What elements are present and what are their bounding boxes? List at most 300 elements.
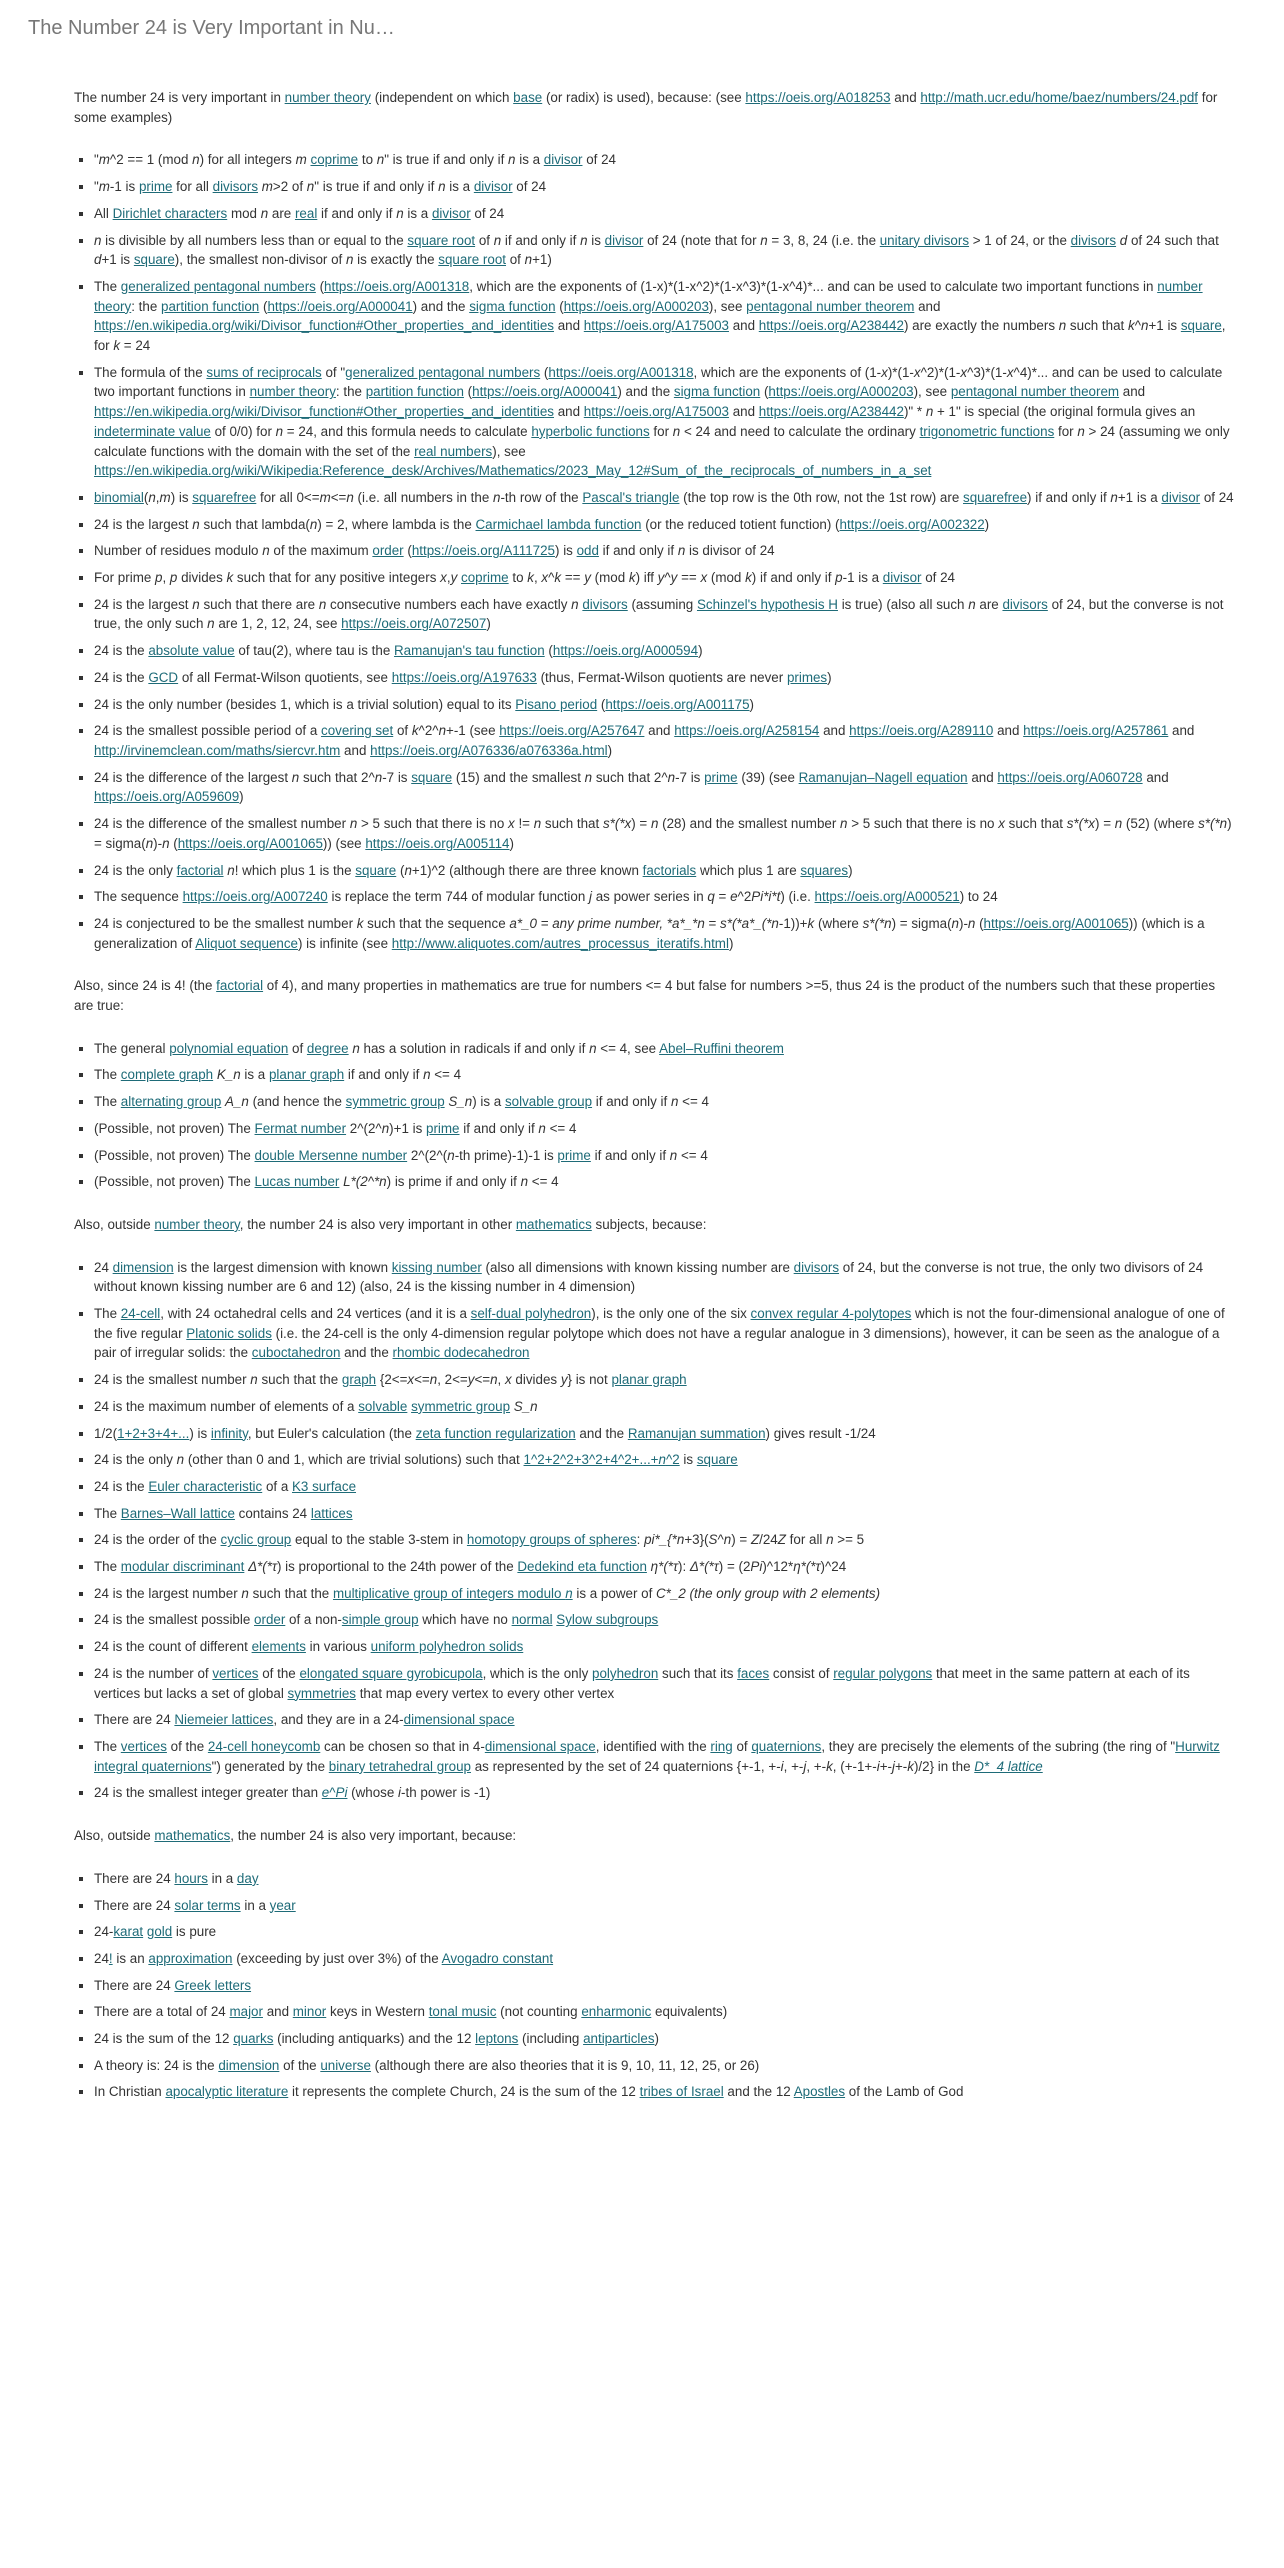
italic-text: i — [780, 1758, 784, 1774]
italic-text: n — [429, 1372, 438, 1388]
italic-text: s*(*x — [1066, 816, 1096, 832]
italic-text: Δ*(*τ — [248, 1559, 277, 1575]
text-link[interactable]: regular polygons — [833, 1665, 933, 1681]
italic-text: n — [670, 1094, 679, 1110]
text-link[interactable]: https://oeis.org/A258154 — [674, 723, 820, 739]
text-link[interactable]: Ramanujan's tau function — [394, 643, 545, 659]
italic-text: m — [159, 489, 171, 505]
list-item: ▪ 24 is the smallest integer greater than e^Pi (whose i-th power is -1) — [94, 1783, 1234, 1803]
text-link[interactable]: quarks — [233, 2031, 274, 2047]
text-link[interactable]: real numbers — [414, 443, 493, 459]
text-link[interactable]: factorial — [176, 862, 224, 878]
italic-text: n — [396, 205, 404, 221]
italic-text: S — [708, 1532, 718, 1548]
italic-text: x — [881, 364, 888, 380]
text-link[interactable]: Ramanujan summation — [627, 1425, 766, 1441]
italic-text: n — [309, 516, 318, 532]
italic-text: n — [677, 543, 686, 559]
text-link[interactable]: dimension — [218, 2057, 280, 2073]
text-link[interactable]: mathematics — [154, 1828, 231, 1844]
text-link[interactable]: covering set — [321, 723, 394, 739]
text-link[interactable]: dimensional space — [403, 1712, 515, 1728]
text-link[interactable]: base — [513, 90, 543, 105]
list-item: ▪ 24 is the largest n such that there are n consecutive numbers each have exactly n divisors (assuming Schinzel's hypothesis H is true) (also all such n are divisors of 24, but the converse is not true, the only such n are 1, 2, 12, 24, see https://oeis.org/A072507) — [94, 595, 1234, 634]
text-link[interactable]: generalized pentagonal numbers — [345, 364, 541, 380]
text-link[interactable]: real — [294, 205, 318, 221]
italic-text: n — [345, 252, 354, 268]
italic-text: n — [1077, 423, 1085, 439]
italic-text: i — [398, 1785, 402, 1801]
italic-text[interactable]: n — [565, 1585, 573, 1601]
text-link[interactable]: elements — [251, 1639, 306, 1655]
text-link[interactable]: apocalyptic literature — [165, 2084, 289, 2100]
property-list — [74, 1869, 1234, 2102]
text-link[interactable]: coprime — [461, 570, 509, 586]
text-link[interactable]: http://math.ucr.edu/home/baez/numbers/24.pdf — [920, 90, 1199, 105]
italic-text: a*_0 = any prime number, *a*_*n — [509, 915, 705, 931]
italic-text: n — [1141, 318, 1149, 334]
italic-text: k — [356, 915, 364, 931]
text-link[interactable]: binary tetrahedral group — [328, 1758, 471, 1774]
text-link[interactable]: divisors — [1070, 232, 1117, 248]
text-link[interactable]: hyperbolic functions — [531, 423, 650, 439]
list-item: ▪ 24 is the count of different elements in various uniform polyhedron solids — [94, 1637, 1234, 1657]
text-link[interactable]: faces — [737, 1665, 770, 1681]
text-link[interactable]: coprime — [310, 152, 359, 168]
text-link[interactable]: https://oeis.org/A001318 — [324, 278, 470, 294]
text-link[interactable]: Ramanujan–Nagell equation — [798, 769, 968, 785]
text-link[interactable]: Pisano period — [515, 696, 598, 712]
text-link[interactable]: 24-cell — [120, 1306, 161, 1322]
italic-text: q — [707, 889, 715, 905]
text-link[interactable]: 24-cell honeycomb — [207, 1739, 321, 1754]
text-link[interactable]: polyhedron — [592, 1665, 659, 1681]
text-link[interactable]: sigma function — [469, 298, 556, 314]
italic-text[interactable]: e — [321, 1785, 330, 1801]
italic-text: n — [404, 862, 412, 878]
italic-text: S_n — [448, 1094, 473, 1110]
text-link[interactable]: sigma function — [673, 384, 761, 400]
text-link[interactable]: http://www.aliquotes.com/autres_processus_iteratifs.html — [391, 935, 729, 951]
text-link[interactable]: modular discriminant — [120, 1559, 245, 1575]
italic-text: n — [490, 1372, 498, 1388]
text-link[interactable]: partition function — [161, 298, 260, 314]
text-link[interactable]: mathematics — [515, 1216, 592, 1232]
text-link[interactable]: divisors — [793, 1259, 840, 1275]
italic-text: η*(*τ — [650, 1559, 678, 1575]
text-link[interactable]: divisor — [882, 570, 922, 586]
text-link[interactable]: prime — [138, 179, 173, 195]
italic-text[interactable]: n — [658, 1452, 666, 1468]
italic-text: x — [508, 816, 515, 832]
italic-text: k — [745, 570, 752, 586]
text-link[interactable]: square — [696, 1452, 738, 1468]
italic-text: n — [672, 423, 681, 439]
text-link[interactable]: tonal music — [428, 2004, 497, 2020]
text-link[interactable]: e^Pi — [321, 1785, 348, 1801]
text-link[interactable]: Euler characteristic — [148, 1478, 263, 1494]
italic-text: n — [1110, 489, 1118, 505]
paragraph: Also, outside number theory, the number 24 is also very important in other mathematics subjects, because: — [74, 1216, 707, 1232]
list-item: ▪ 24 is the difference of the smallest number n > 5 such that there is no x != n such that s*(*x) = n (28) and the smallest number n > 5 such that there is no x such that s*(*x) = n (52) (where s*(*n) = sigma(n)-n (https://oeis.org/A001065)) (see https://oeis.org/A005114) — [94, 814, 1234, 853]
text-link[interactable]: self-dual polyhedron — [470, 1306, 592, 1322]
list-item: ▪ There are 24 solar terms in a year — [94, 1896, 1234, 1916]
text-link[interactable]: http://irvinemclean.com/maths/siercvr.htm — [94, 742, 341, 758]
list-item: ▪ A theory is: 24 is the dimension of the universe (although there are also theories that it is 9, 10, 11, 12, 25, or 26) — [94, 2056, 1234, 2076]
text-link[interactable]: unitary divisors — [879, 232, 970, 248]
italic-text: y — [670, 570, 678, 586]
italic-text: k — [826, 1758, 833, 1774]
text-link[interactable]: Dirichlet characters — [112, 205, 228, 221]
text-link[interactable]: infinity — [210, 1425, 248, 1441]
italic-text: n — [508, 152, 516, 168]
text-link[interactable]: https://oeis.org/A001318 — [548, 364, 694, 380]
text-link[interactable]: symmetric group — [345, 1094, 445, 1110]
italic-text: n — [374, 769, 383, 785]
italic-text: n — [423, 1067, 431, 1083]
text-link[interactable]: square — [355, 862, 397, 878]
text-link[interactable]: Sylow subgroups — [556, 1612, 659, 1628]
text-link[interactable]: ! — [108, 1950, 113, 1966]
list-item: ▪ 24 is the smallest possible order of a non-simple group which have no normal Sylow subgroups — [94, 1610, 1234, 1630]
text-link[interactable]: https://oeis.org/A076336/a076336a.html — [370, 742, 608, 758]
italic-text: n — [925, 404, 934, 420]
text-link[interactable]: squares — [800, 862, 849, 878]
list-item: ▪ (Possible, not proven) The double Mersenne number 2^(2^(n-th prime)-1)-1 is prime if and only if n <= 4 — [94, 1146, 1234, 1166]
italic-text: k — [907, 1758, 914, 1774]
text-link[interactable]: normal — [511, 1612, 553, 1628]
list-item: ▪ There are 24 Greek letters — [94, 1976, 1234, 1996]
italic-text: n — [192, 596, 200, 612]
text-link[interactable]: divisors — [212, 179, 259, 195]
italic-text: x — [440, 570, 447, 586]
italic-text: x — [541, 570, 549, 586]
text-link[interactable]: odd — [576, 543, 599, 559]
italic-text: x — [700, 570, 708, 586]
text-link[interactable]: partition function — [365, 384, 464, 400]
text-link[interactable]: prime — [557, 1147, 591, 1163]
italic-text: L*(2^*n — [343, 1174, 387, 1190]
text-link[interactable]: primes — [786, 669, 828, 685]
text-link[interactable]: ring — [710, 1739, 733, 1754]
italic-text: n — [538, 1120, 546, 1136]
italic-text: p — [155, 570, 163, 586]
italic-text: k — [554, 570, 562, 586]
text-link[interactable]: https://oeis.org/A007240 — [182, 889, 328, 905]
text-link[interactable]: quaternions — [751, 1739, 822, 1754]
italic-text: n — [840, 816, 848, 832]
list-item: ▪ 24-karat gold is pure — [94, 1922, 1234, 1942]
italic-text: m — [261, 179, 273, 195]
text-link[interactable]: https://oeis.org/A005114 — [365, 835, 510, 851]
text-link[interactable]: divisor — [431, 205, 471, 221]
text-link[interactable]: solvable — [358, 1398, 408, 1414]
text-link[interactable]: zeta function regularization — [415, 1425, 576, 1441]
text-link[interactable]: pentagonal number theorem — [950, 384, 1120, 400]
italic-text: k — [226, 570, 234, 586]
text-link[interactable]: solar terms — [174, 1897, 241, 1913]
text-link[interactable]: Barnes–Wall lattice — [120, 1505, 235, 1521]
text-link[interactable]: number theory — [154, 1216, 240, 1232]
text-link[interactable]: cuboctahedron — [251, 1345, 341, 1361]
text-link[interactable]: Abel–Ruffini theorem — [659, 1040, 784, 1056]
text-link[interactable]: homotopy groups of spheres — [466, 1532, 637, 1548]
text-link[interactable]: https://oeis.org/A072507 — [341, 616, 487, 632]
italic-text: s*(*n — [862, 915, 892, 931]
text-link[interactable]: approximation — [148, 1950, 233, 1966]
italic-text: n — [533, 816, 542, 832]
text-link[interactable]: Platonic solids — [186, 1325, 272, 1341]
list-item: ▪ 24 is the number of vertices of the elongated square gyrobicupola, which is the only polyhedron such that its faces consist of regular polygons that meet in the same pattern at each of its vertices but lacks a set of global symmetries that map every vertex to every other vertex — [94, 1664, 1234, 1703]
text-link[interactable]: K3 surface — [292, 1478, 357, 1494]
italic-text: n — [291, 769, 300, 785]
text-link[interactable]: https://oeis.org/A000041 — [267, 298, 413, 314]
text-link[interactable]: leptons — [475, 2031, 519, 2047]
text-link[interactable]: https://oeis.org/A289110 — [849, 723, 994, 739]
text-link[interactable]: divisor — [1161, 489, 1201, 505]
text-link[interactable]: squarefree — [963, 489, 1028, 505]
text-link[interactable]: sums of reciprocals — [206, 364, 322, 380]
italic-text: n — [145, 835, 154, 851]
italic-text: A_n — [225, 1094, 249, 1110]
text-link[interactable]: factorial — [216, 978, 264, 994]
text-link[interactable]: https://oeis.org/A257647 — [499, 723, 645, 739]
text-link[interactable]: https://oeis.org/A238442 — [758, 404, 904, 420]
text-link[interactable]: antiparticles — [583, 2031, 655, 2047]
text-link[interactable]: https://en.wikipedia.org/wiki/Divisor_function#Other_properties_and_identities — [94, 404, 554, 420]
text-link[interactable]: https://oeis.org/A175003 — [583, 404, 729, 420]
list-item: ▪ There are a total of 24 major and minor keys in Western tonal music (not counting enharmonic equivalents) — [94, 2002, 1234, 2022]
text-link[interactable]: number theory — [94, 278, 1203, 314]
text-link[interactable]: planar graph — [268, 1067, 345, 1083]
text-link[interactable]: square root — [407, 232, 476, 248]
text-link[interactable]: absolute value — [148, 643, 235, 659]
italic-text: n — [580, 232, 588, 248]
text-link[interactable]: divisors — [1002, 596, 1048, 612]
italic-text: k — [1128, 318, 1135, 334]
text-link[interactable]: Pascal's triangle — [582, 489, 680, 505]
text-link[interactable]: https://oeis.org/A000041 — [472, 384, 618, 400]
italic-text: n — [148, 489, 156, 505]
text-link[interactable]: Aliquot sequence — [195, 935, 298, 951]
text-link[interactable]: lattices — [310, 1505, 353, 1521]
text-link[interactable]: polynomial equation — [169, 1040, 289, 1056]
italic-text: n — [669, 1147, 678, 1163]
text-link[interactable]: https://en.wikipedia.org/wiki/Wikipedia:Reference_desk/Archives/Mathematics/2023_May_12#Sum_of_the_reciprocals_of_numbers_in_a_set — [94, 463, 932, 479]
italic-text: n — [760, 232, 768, 248]
text-link[interactable]: day — [236, 1870, 259, 1886]
text-link[interactable]: degree — [306, 1040, 349, 1056]
list-item: ▪ The 24-cell, with 24 octahedral cells and 24 vertices (and it is a self-dual polyhedron), is the only one of the six convex regular 4-polytopes which is not the four-dimensional analogue of one of the five regular Platonic solids (i.e. the 24-cell is the only 4-dimension regular polytope which does not have a regular analogue in 3 dimensions), however, it can be seen as the analogue of a pair of irregular solids: the cuboctahedron and the rhombic dodecahedron — [94, 1304, 1234, 1363]
text-link[interactable]: Avogadro constant — [441, 1950, 554, 1966]
italic-text: k — [807, 915, 815, 931]
italic-text: d — [1119, 232, 1128, 248]
text-link[interactable]: multiplicative group of integers modulo n — [332, 1585, 573, 1601]
text-link[interactable]: dimensional space — [484, 1739, 596, 1754]
text-link[interactable]: tribes of Israel — [639, 2084, 724, 2100]
text-link[interactable]: https://oeis.org/A060728 — [997, 769, 1143, 785]
italic-text: s*(*x — [602, 816, 632, 832]
text-link[interactable]: https://oeis.org/A197633 — [391, 669, 537, 685]
text-link[interactable]: graph — [341, 1372, 377, 1388]
text-link[interactable]: rhombic dodecahedron — [392, 1345, 530, 1361]
text-link[interactable] — [974, 1759, 1042, 1774]
italic-text: m — [98, 152, 110, 168]
text-link[interactable]: vertices — [212, 1665, 259, 1681]
italic-text: n — [176, 1452, 185, 1468]
text-link[interactable]: 1^2+2^2+3^2+4^2+...+n^2 — [523, 1452, 680, 1468]
text-link[interactable]: square — [1180, 318, 1222, 334]
text-link[interactable]: https://oeis.org/A000203 — [563, 298, 709, 314]
text-link[interactable]: symmetries — [287, 1685, 356, 1701]
italic-text: x — [504, 1372, 512, 1388]
text-link[interactable]: binomial — [94, 489, 144, 505]
list-item: ▪ 24 is the only number (besides 1, which is a trivial solution) equal to its Pisano period (https://oeis.org/A001175) — [94, 695, 1234, 715]
paragraph: The number 24 is very important in number theory (independent on which base (or radix) is used), because: (see https://oeis.org/A018253 and http://math.ucr.edu/home/baez/numbers/24.pdf for some examples) — [74, 90, 1218, 125]
text-link[interactable]: divisor — [543, 152, 583, 168]
text-link[interactable]: https://oeis.org/A001175 — [605, 696, 750, 712]
italic-text: n — [650, 816, 659, 832]
text-link[interactable]: trigonometric functions — [919, 423, 1055, 439]
text-link[interactable]: gold — [146, 1924, 173, 1940]
text-link[interactable]: https://en.wikipedia.org/wiki/Divisor_function#Other_properties_and_identities — [94, 318, 554, 334]
list-item: ▪ The alternating group A_n (and hence the symmetric group S_n) is a solvable group if and only if n <= 4 — [94, 1092, 1234, 1112]
text-link[interactable]: https://oeis.org/A238442 — [758, 318, 904, 334]
text-link[interactable]: square — [133, 252, 175, 268]
text-link[interactable]: https://oeis.org/A257861 — [1023, 723, 1169, 739]
list-item: ▪ 24 is the maximum number of elements of a solvable symmetric group S_n — [94, 1397, 1234, 1417]
text-link[interactable]: divisor — [473, 179, 513, 195]
text-link[interactable]: https://oeis.org/A001065 — [983, 915, 1129, 931]
italic-text: Pi — [750, 1559, 763, 1575]
text-link[interactable]: universe — [320, 2057, 371, 2073]
text-link[interactable]: planar graph — [611, 1372, 687, 1388]
italic-text: n — [967, 915, 976, 931]
list-item: ▪ The general polynomial equation of degree n has a solution in radicals if and only if n <= 4, see Abel–Ruffini theorem — [94, 1039, 1234, 1059]
text-link[interactable]: year — [269, 1897, 296, 1913]
text-link[interactable]: dimension — [112, 1259, 174, 1275]
text-link[interactable]: https://oeis.org/A059609 — [94, 789, 240, 805]
property-list — [74, 150, 1234, 953]
text-link[interactable]: https://oeis.org/A000203 — [768, 384, 914, 400]
text-link[interactable]: hours — [174, 1870, 208, 1886]
italic-text: p — [169, 570, 178, 586]
list-item: ▪ In Christian apocalyptic literature it represents the complete Church, 24 is the sum of the 12 tribes of Israel and the 12 Apostles of the Lamb of God — [94, 2082, 1234, 2102]
text-link[interactable]: https://oeis.org/A000521 — [814, 889, 960, 905]
text-link[interactable]: divisors — [582, 596, 628, 612]
text-link[interactable]: major — [229, 2004, 263, 2020]
italic-text: n — [227, 862, 235, 878]
text-link[interactable]: convex regular 4-polytopes — [750, 1306, 912, 1322]
text-link[interactable]: Dedekind eta function — [517, 1559, 647, 1575]
list-item: ▪ Number of residues modulo n of the maximum order (https://oeis.org/A111725) is odd if and only if n is divisor of 24 — [94, 541, 1234, 561]
italic-text: η*(*τ — [793, 1559, 821, 1575]
text-link[interactable]: Apostles — [793, 2084, 846, 2100]
list-item: ▪ The sequence https://oeis.org/A007240 is replace the term 744 of modular function j as power series in q = e^2Pi*i*t) (i.e. https://oeis.org/A000521) to 24 — [94, 887, 1234, 907]
text-link[interactable]: https://oeis.org/A002322 — [839, 516, 985, 532]
text-link[interactable]: karat — [113, 1924, 144, 1940]
text-link[interactable]: uniform polyhedron solids — [370, 1639, 524, 1655]
text-link[interactable]: square — [411, 769, 453, 785]
text-link[interactable]: minor — [292, 2004, 327, 2020]
text-link[interactable]: complete graph — [120, 1067, 214, 1083]
italic-text: n — [447, 1147, 455, 1163]
text-link[interactable]: https://oeis.org/A001065 — [177, 835, 323, 851]
text-link[interactable]: https://oeis.org/A111725 — [411, 543, 556, 559]
text-link[interactable]: Lucas number — [254, 1174, 340, 1190]
text-link[interactable]: Niemeier lattices — [174, 1712, 274, 1728]
text-link[interactable]: cyclic group — [220, 1532, 292, 1548]
text-link[interactable]: number theory — [284, 90, 371, 105]
text-link[interactable]: generalized pentagonal numbers — [120, 278, 316, 294]
text-link[interactable]: double Mersenne number — [254, 1147, 408, 1163]
italic-text: n — [318, 596, 327, 612]
text-link[interactable]: divisor — [604, 232, 644, 248]
text-link[interactable]: https://oeis.org/A000594 — [552, 643, 699, 659]
text-link[interactable]: order — [254, 1612, 286, 1628]
italic-text: s*(*n — [1198, 816, 1228, 832]
italic-text[interactable]: Pi — [335, 1785, 348, 1801]
text-link[interactable]: factorials — [642, 862, 697, 878]
list-item: ▪ 1/2(1+2+3+4+...) is infinity, but Euler's calculation (the zeta function regularization and the Ramanujan summation) gives result -1/24 — [94, 1424, 1234, 1444]
text-link[interactable]: 1+2+3+4+... — [117, 1425, 190, 1441]
italic-text: j — [803, 1758, 807, 1774]
text-link[interactable]: vertices — [120, 1739, 167, 1754]
list-item: ▪ 24! is an approximation (exceeding by just over 3%) of the Avogadro constant — [94, 1949, 1234, 1969]
text-link[interactable]: enharmonic — [581, 2004, 652, 2020]
italic-text: n — [524, 252, 533, 268]
text-link[interactable]: Carmichael lambda function — [475, 516, 642, 532]
italic-text: x — [913, 364, 921, 380]
text-link[interactable]: prime — [426, 1120, 460, 1136]
text-link[interactable]: symmetric group — [411, 1398, 511, 1414]
text-link[interactable]: Schinzel's hypothesis H — [696, 596, 838, 612]
text-link[interactable]: number theory — [249, 384, 336, 400]
italic-text: n — [667, 769, 676, 785]
list-item: ▪ 24 is the order of the cyclic group equal to the stable 3-stem in homotopy groups of spheres: pi*_{*n+3}(S^n) = Z/24Z for all n >= 5 — [94, 1530, 1234, 1550]
list-item: ▪ The Barnes–Wall lattice contains 24 lattices — [94, 1504, 1234, 1524]
text-link[interactable]: Greek letters — [174, 1977, 252, 1993]
text-link[interactable]: order — [372, 543, 404, 559]
text-link[interactable]: alternating group — [120, 1094, 222, 1110]
italic-text: n — [250, 1372, 258, 1388]
italic-text[interactable]: D*_4 lattice — [974, 1758, 1043, 1774]
text-link[interactable]: Fermat number — [254, 1120, 347, 1136]
italic-text: e — [730, 889, 738, 905]
text-link[interactable]: indeterminate value — [94, 423, 211, 439]
text-link[interactable]: squarefree — [192, 489, 257, 505]
text-link[interactable]: simple group — [341, 1612, 419, 1628]
italic-text: n — [571, 596, 579, 612]
text-link[interactable]: elongated square gyrobicupola — [299, 1665, 483, 1681]
text-link[interactable]: prime — [704, 769, 738, 785]
italic-text: m — [319, 489, 331, 505]
text-link[interactable]: GCD — [148, 669, 179, 685]
italic-text: n — [826, 1532, 834, 1548]
italic-text: n — [352, 1040, 360, 1056]
italic-text: n — [584, 769, 593, 785]
list-item: ▪ The formula of the sums of reciprocals of "generalized pentagonal numbers (https://oeis.org/A001318, which are the exponents of (1-x)*(1-x^2)*(1-x^3)*(1-x^4)*... and can be used to calculate two important functions in number theory: the partition function (https://oeis.org/A000041) and the sigma function (https://oeis.org/A000203), see pentagonal number theorem and https://en.wikipedia.org/wiki/Divisor_function#Other_properties_and_identities and https://oeis.org/A175003 and https://oeis.org/A238442)" * n + 1" is special (the original formula gives an indeterminate value of 0/0) for n = 24, and this formula needs to calculate hyperbolic functions for n < 24 and need to calculate the ordinary trigonometric functions for n > 24 (assuming we only calculate functions with the domain with the set of the real numbers), see https://en.wikipedia.org/wiki/Wikipedia:Reference_desk/Archives/Mathematics/2023_May_12#Sum_of_the_reciprocals_of_numbers_in_a_set — [94, 363, 1234, 481]
italic-text: n — [162, 835, 170, 851]
text-link[interactable]: Hurwitz integral quaternions — [94, 1739, 1220, 1774]
list-item: ▪ 24 is the difference of the largest n such that 2^n-7 is square (15) and the smallest n such that 2^n-7 is prime (39) (see Ramanujan–Nagell equation and https://oeis.org/A060728 and https://oeis.org/A059609) — [94, 768, 1234, 807]
text-link[interactable]: kissing number — [391, 1259, 482, 1275]
text-link[interactable]: solvable group — [504, 1094, 593, 1110]
text-link[interactable]: https://oeis.org/A018253 — [745, 90, 891, 105]
text-link[interactable]: https://oeis.org/A175003 — [583, 318, 729, 334]
text-link[interactable]: pentagonal number theorem — [746, 298, 915, 314]
text-link[interactable]: square root — [438, 252, 507, 268]
